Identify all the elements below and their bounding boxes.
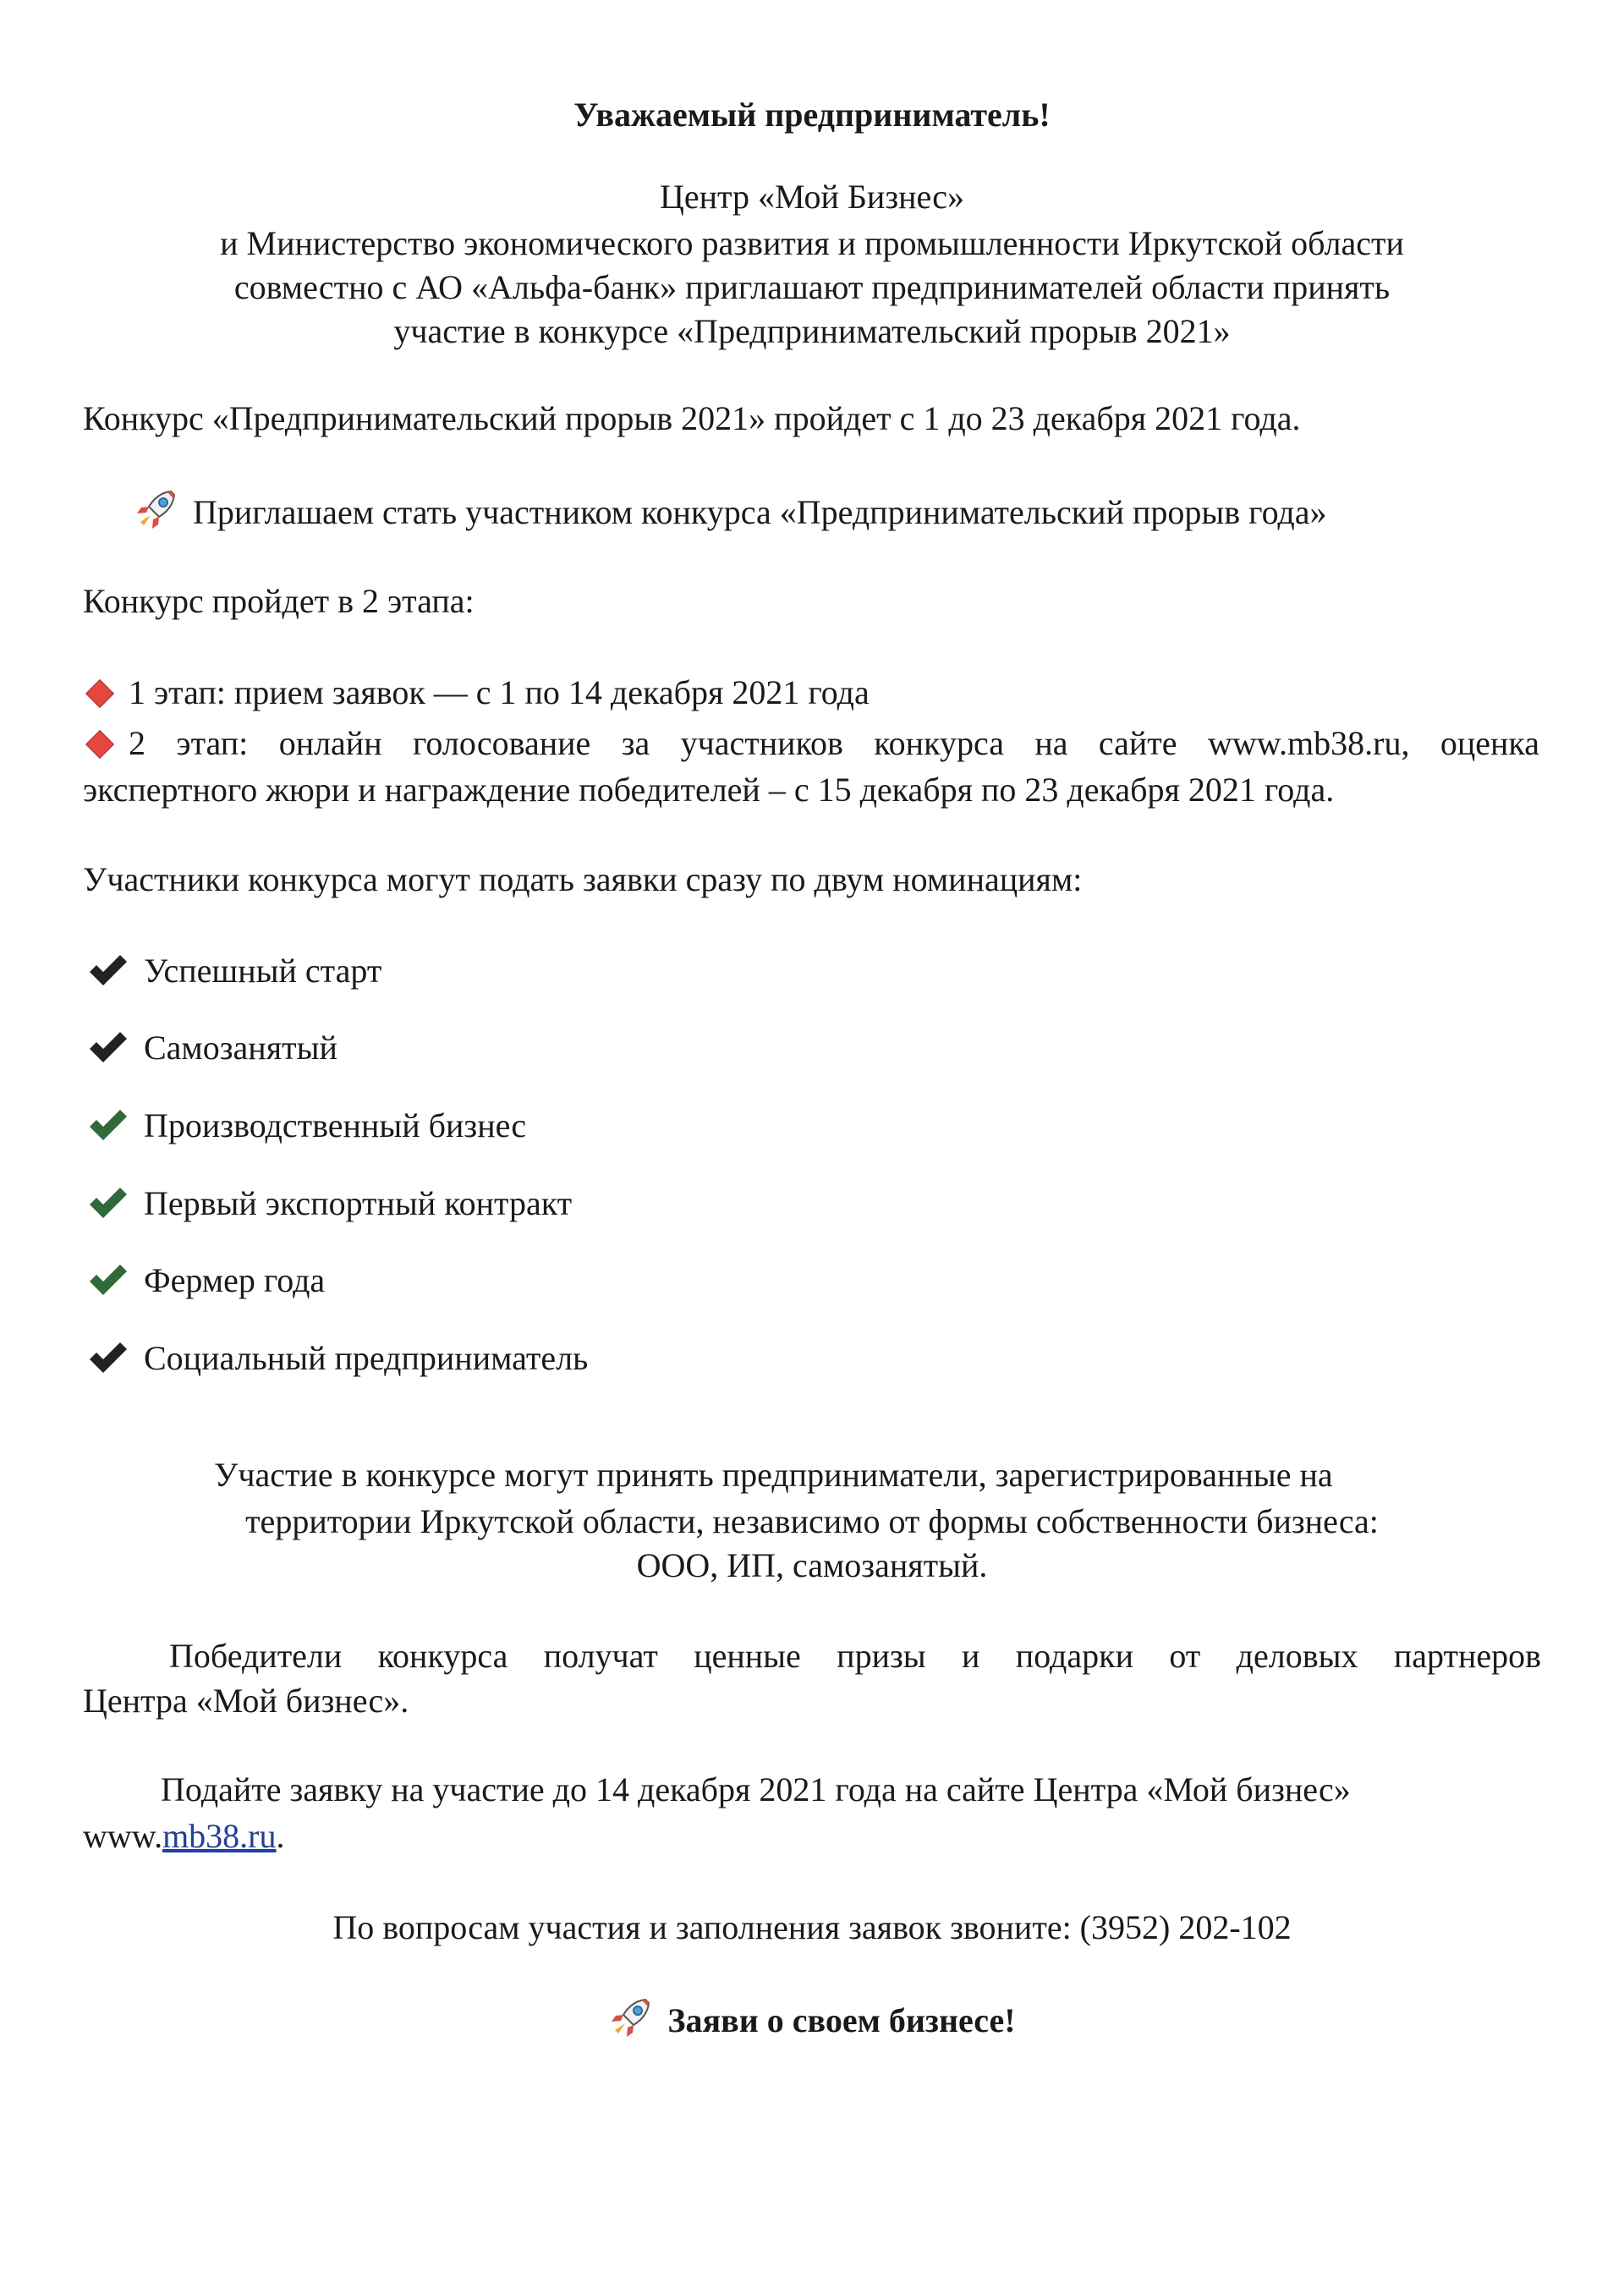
apply-suffix: . [276, 1817, 285, 1855]
eligibility-line-3: ООО, ИП, самозанятый. [636, 1546, 988, 1584]
closing-line [85, 1995, 1539, 2044]
intro-line-2: и Министерство экономического развития и промышленности Иркутской области [220, 224, 1404, 262]
nomination-item [88, 1180, 572, 1227]
nomination-label: Успешный старт [144, 952, 382, 990]
nomination-label: Производственный бизнес [144, 1106, 527, 1144]
eligibility-line-2: территории Иркутской области, независимо от формы собственности бизнеса: [245, 1502, 1379, 1540]
nomination-item [88, 1102, 526, 1149]
greeting-heading: Уважаемый предприниматель! [573, 96, 1051, 134]
nomination-item [88, 1257, 325, 1303]
stage-2-line-2: экспертного жюри и награждение победителей – с 15 декабря по 23 декабря 2021 года. [83, 771, 1335, 809]
check-mark-icon [88, 953, 129, 987]
nomination-label: Социальный предприниматель [144, 1339, 589, 1377]
eligibility-line-1: Участие в конкурсе могут принять предприниматели, зарегистрированные на [214, 1456, 1333, 1494]
apply-prefix: www. [83, 1817, 163, 1855]
stage-1-text: 1 этап: прием заявок — с 1 по 14 декабря 2021 года [129, 673, 870, 711]
prizes-line-1: Победители конкурса получат ценные призы и подарки от деловых партнеров [169, 1637, 1541, 1675]
stages-heading: Конкурс пройдет в 2 этапа: [83, 582, 475, 620]
closing-text: Заяви о своем бизнесе! [667, 2001, 1016, 2039]
nomination-label: Фермер года [144, 1261, 326, 1299]
nominations-heading: Участники конкурса могут подать заявки сразу по двум номинациям: [83, 860, 1083, 898]
stage-2-text-1: 2 этап: онлайн голосование за участников конкурса на сайте www.mb38.ru, оценка [129, 724, 1539, 762]
nomination-label: Самозанятый [144, 1029, 337, 1067]
stage-1-item [83, 669, 870, 716]
stage-2-item [83, 720, 1539, 766]
check-mark-icon [88, 1263, 129, 1297]
stage-2-line-1 [83, 720, 1539, 766]
rocket-icon [134, 486, 179, 532]
phone-line: По вопросам участия и заполнения заявок звоните: (3952) 202-102 [332, 1908, 1292, 1946]
check-mark-icon [88, 1341, 129, 1375]
invite-line [134, 486, 1327, 535]
nomination-label: Первый экспортный контракт [144, 1184, 573, 1222]
intro-line-4: участие в конкурсе «Предпринимательский прорыв 2021» [393, 312, 1231, 350]
intro-line-3: совместно с АО «Альфа-банк» приглашают предпринимателей области принять [233, 268, 1391, 306]
nomination-item [88, 1024, 337, 1071]
check-mark-icon [88, 1186, 129, 1220]
apply-line-2 [83, 1813, 285, 1859]
apply-line-1: Подайте заявку на участие до 14 декабря 2021 года на сайте Центра «Мой бизнес» [161, 1770, 1351, 1808]
prizes-line-1-wrap [169, 1633, 1541, 1679]
red-diamond-icon [85, 679, 114, 708]
contest-dates-line: Конкурс «Предпринимательский прорыв 2021» пройдет с 1 до 23 декабря 2021 года. [83, 399, 1301, 437]
check-mark-icon [88, 1030, 129, 1064]
red-diamond-icon [85, 730, 114, 759]
mb38-link[interactable]: mb38.ru [162, 1817, 277, 1855]
prizes-line-2: Центра «Мой бизнес». [83, 1682, 409, 1720]
nomination-item [88, 1335, 588, 1381]
rocket-icon [608, 1995, 654, 2040]
check-mark-icon [88, 1108, 129, 1142]
nomination-item [88, 947, 381, 994]
invite-text: Приглашаем стать участником конкурса «Предпринимательский прорыв года» [193, 493, 1327, 531]
intro-line-1: Центр «Мой Бизнес» [659, 178, 965, 216]
